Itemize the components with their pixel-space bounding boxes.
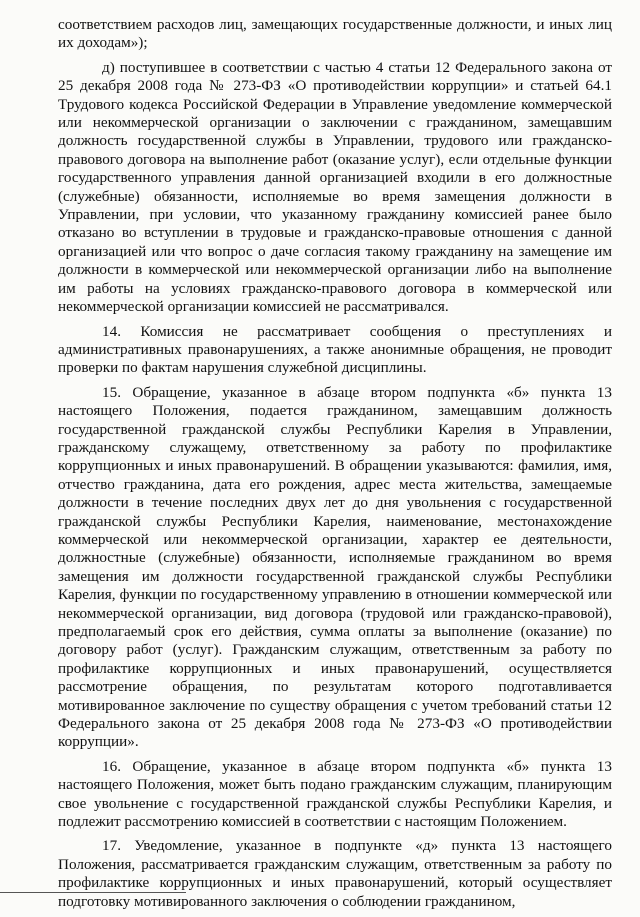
footnote-separator-line [0, 892, 186, 893]
paragraph-item-15: 15. Обращение, указанное в абзаце втором подпункта «б» пункта 13 настоящего Положения, подается гражданином, замещавшим должность государственной гражданской службы Республики Карелия в Управлении, гражданскому служащему, ответственному за работу по профилактике коррупционных и иных правонарушений. В обращении указываются: фамилия, имя, отчество гражданина, дата его рождения, адрес места жительства, замещаемые должности в течение последних двух лет до дня увольнения с государственной гражданской службы Республики Карелия, наименование, местонахождение коммерческой или некоммерческой организации, характер ее деятельности, должностные (служебные) обязанности, исполняемые гражданином во время замещения им должности государственной гражданской службы Республики Карелия, функции по государственному управлению в отношении коммерческой или некоммерческой организации, вид договора (трудовой или гражданско-правовой), предполагаемый срок его действия, сумма оплаты за выполнение (оказание) по договору работ (услуг). Гражданским служащим, ответственным за работу по профилактике коррупционных и иных правонарушений, осуществляется рассмотрение обращения, по результатам которого подготавливается мотивированное заключение по существу обращения с учетом требований статьи 12 Федерального закона от 25 декабря 2008 года № 273-ФЗ «О противодействии коррупции». [58, 383, 612, 751]
paragraph-item-16: 16. Обращение, указанное в абзаце втором подпункта «б» пункта 13 настоящего Положения, может быть подано гражданским служащим, планирующим свое увольнение с государственной гражданской службы Республики Карелия, и подлежит рассмотрению комиссией в соответствии с настоящим Положением. [58, 757, 612, 831]
paragraph-subitem-d: д) поступившее в соответствии с частью 4 статьи 12 Федерального закона от 25 декабря 2008 года № 273-ФЗ «О противодействии коррупции» и статьей 64.1 Трудового кодекса Российской Федерации в Управление уведомление коммерческой или некоммерческой организации о заключении с гражданином, замещавшим должность государственной службы в Управлении, трудового или гражданско-правового договора на выполнение работ (оказание услуг), если отдельные функции государственного управления данной организацией входили в его должностные (служебные) обязанности, исполняемые во время замещения должности в Управлении, при условии, что указанному гражданину комиссией ранее было отказано во вступлении в трудовые и гражданско-правовые отношения с данной организацией или что вопрос о даче согласия такому гражданину на замещение им должности в коммерческой или некоммерческой организации либо на выполнение им работы на условиях гражданско-правового договора в коммерческой или некоммерческой организации комиссией не рассматривался. [58, 58, 612, 316]
paragraph-continuation: соответствием расходов лиц, замещающих государственные должности, и иных лиц их доходам»); [58, 16, 612, 52]
paragraph-item-14: 14. Комиссия не рассматривает сообщения о преступлениях и административных правонарушениях, а также анонимные обращения, не проводит проверки по фактам нарушения служебной дисциплины. [58, 322, 612, 377]
paragraph-item-17: 17. Уведомление, указанное в подпункте «д» пункта 13 настоящего Положения, рассматривается гражданским служащим, ответственным за работу по профилактике коррупционных и иных правонарушений, который осуществляет подготовку мотивированного заключения о соблюдении гражданином, [58, 837, 612, 910]
document-body [58, 16, 612, 917]
